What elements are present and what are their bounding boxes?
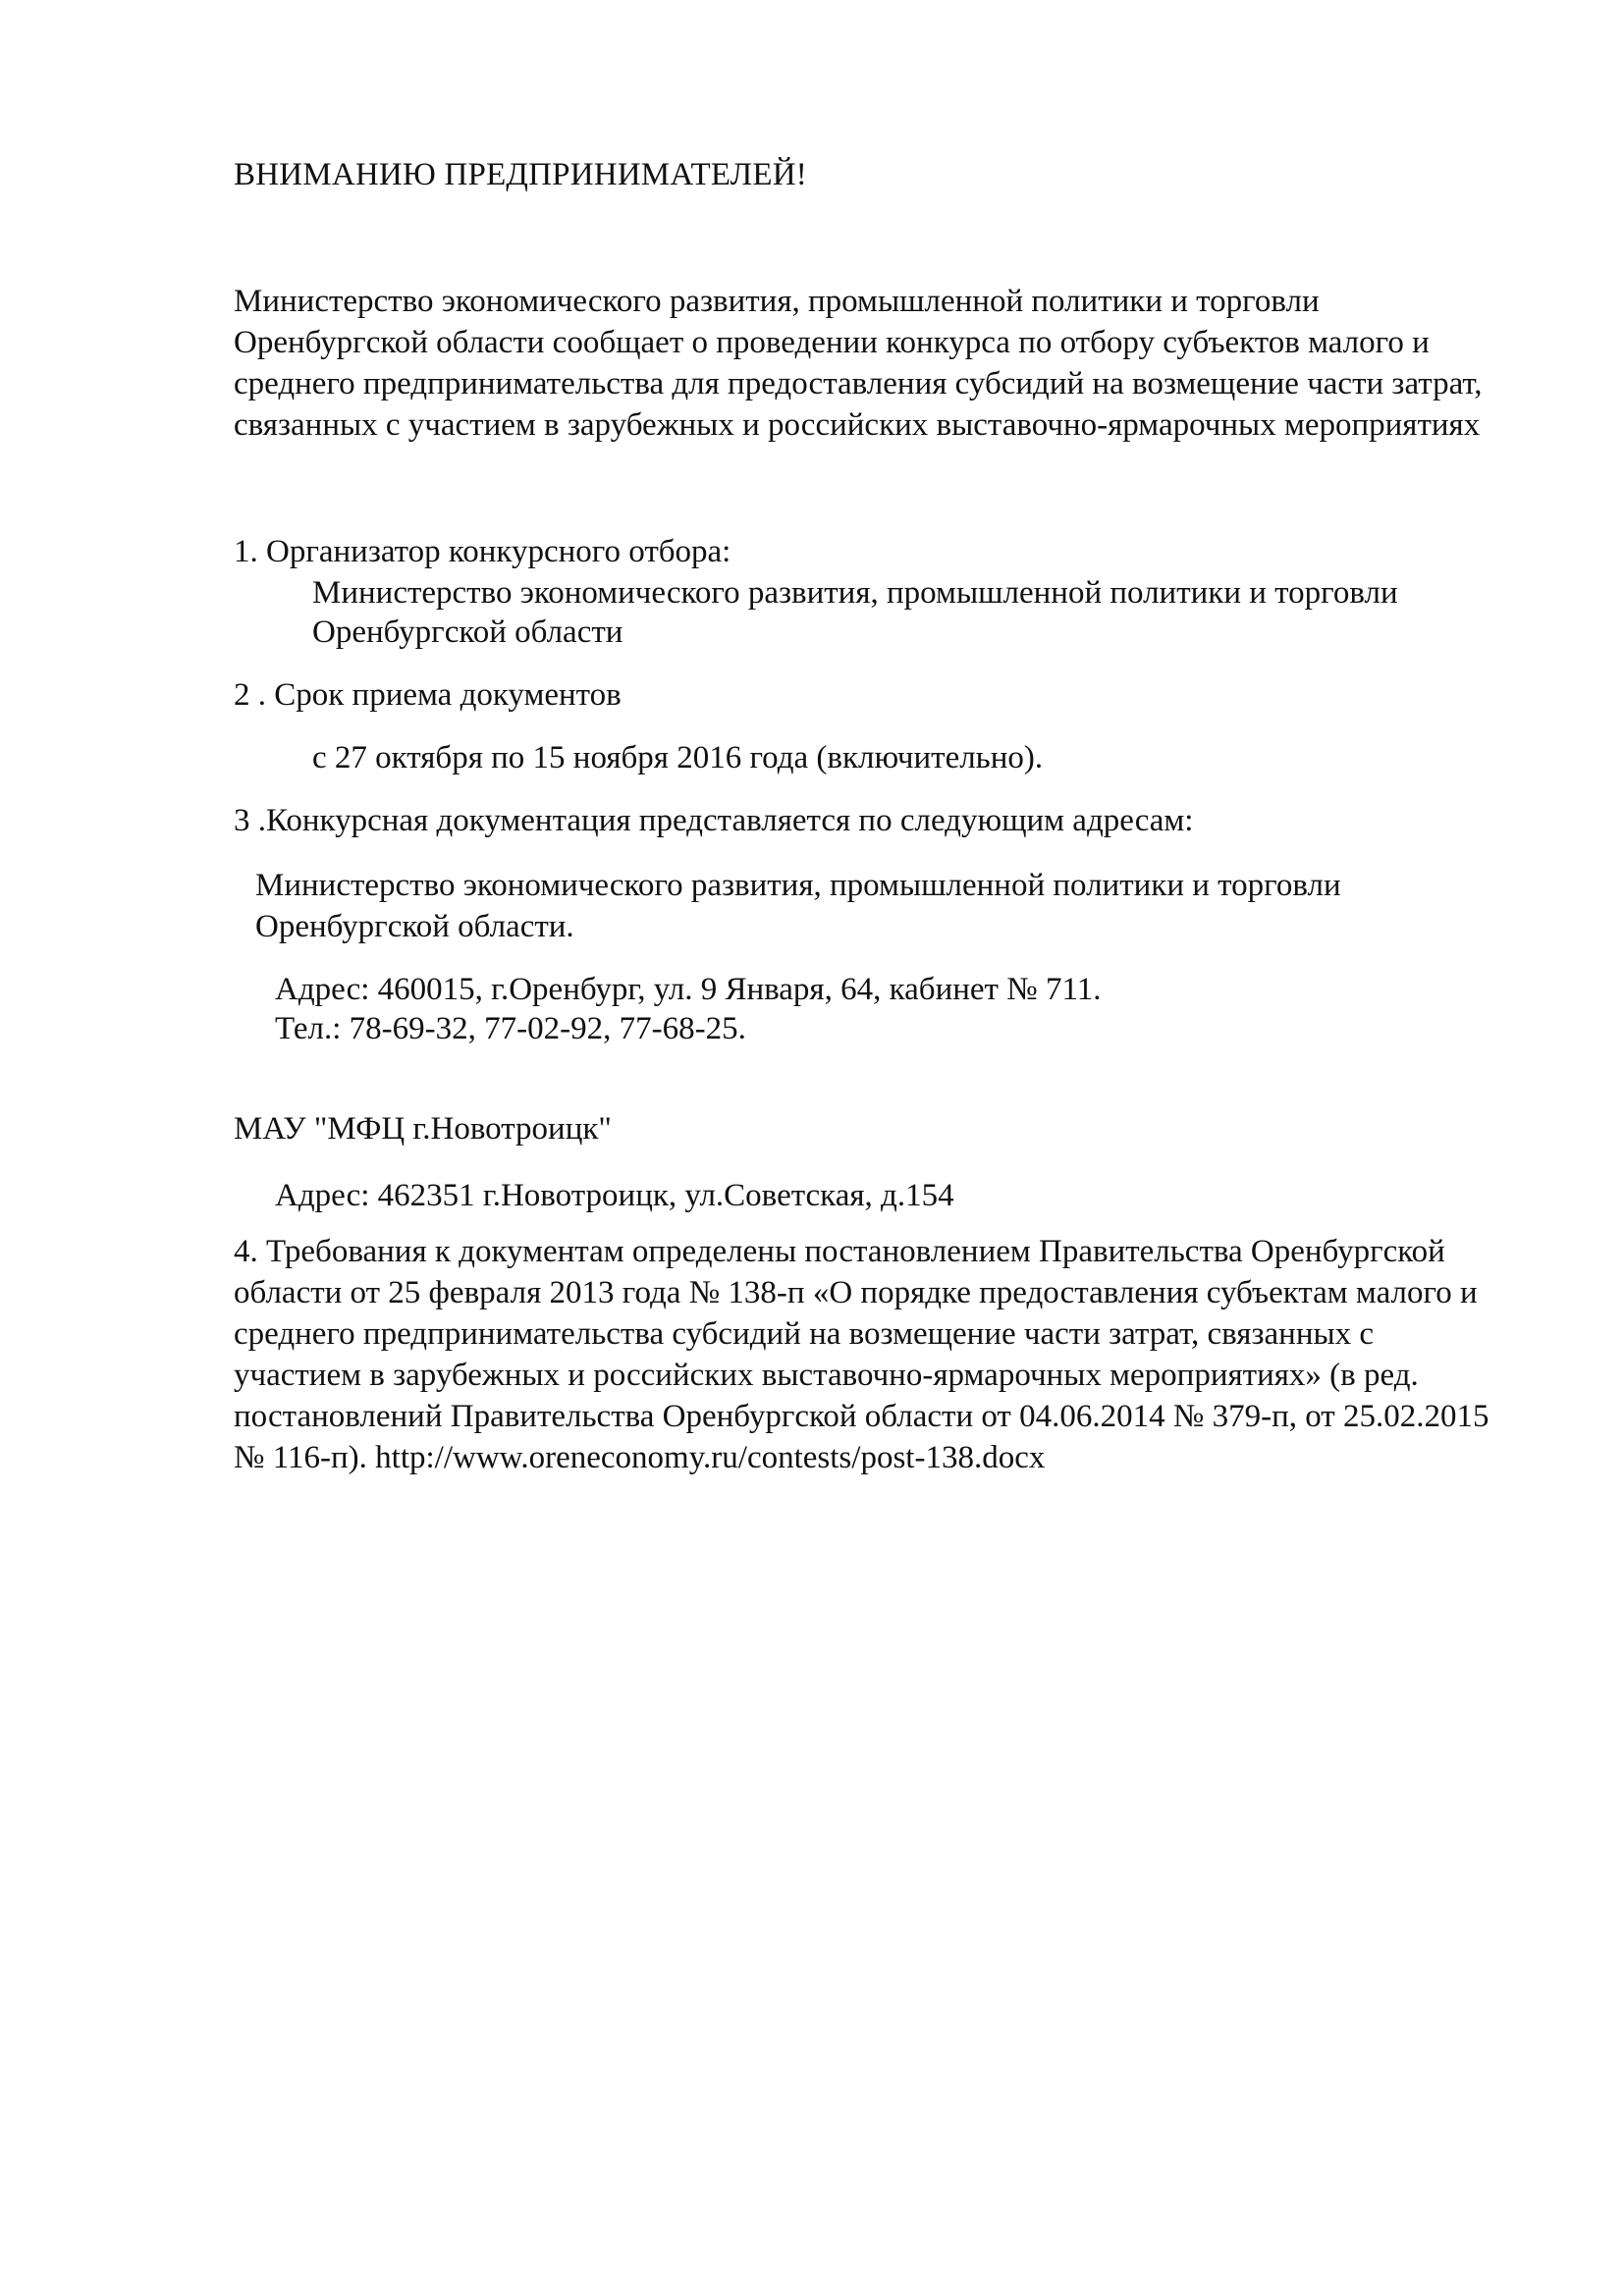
intro-line: Оренбургской области сообщает о проведении конкурса по отбору субъектов малого и bbox=[234, 325, 1430, 360]
item3-org-line: Министерство экономического развития, промышленной политики и торговли bbox=[255, 868, 1341, 903]
item4-last-line bbox=[234, 1437, 1569, 1478]
intro-line: среднего предпринимательства для предоставления субсидий на возмещение части затрат, bbox=[234, 366, 1483, 401]
item4-line-prefix: № 116-п). bbox=[234, 1440, 376, 1475]
document-link[interactable]: http://www.oreneconomy.ru/contests/post-138.docx bbox=[375, 1440, 1046, 1475]
page-title: ВНИМАНИЮ ПРЕДПРИНИМАТЕЛЕЙ! bbox=[234, 157, 807, 192]
intro-line: Министерство экономического развития, промышленной политики и торговли bbox=[234, 284, 1320, 319]
item4-paragraph bbox=[234, 1231, 1569, 1478]
item1-label: 1. Организатор конкурсного отбора: bbox=[234, 534, 731, 569]
mfc-address: Адрес: 462351 г.Новотроицк, ул.Советская, д.154 bbox=[275, 1178, 954, 1213]
item3-org-line: Оренбургской области. bbox=[255, 909, 574, 944]
item4-line: среднего предпринимательства субсидий на возмещение части затрат, связанных с bbox=[234, 1316, 1375, 1352]
intro-line: связанных с участием в зарубежных и российских выставочно-ярмарочных мероприятиях bbox=[234, 407, 1481, 443]
item4-line: постановлений Правительства Оренбургской области от 04.06.2014 № 379-п, от 25.02.2015 bbox=[234, 1399, 1489, 1434]
item3-phones: Тел.: 78-69-32, 77-02-92, 77-68-25. bbox=[275, 1011, 746, 1046]
item3-label: 3 .Конкурсная документация представляется по следующим адресам: bbox=[234, 803, 1194, 838]
item2-label: 2 . Срок приема документов bbox=[234, 677, 622, 713]
item1-org-line: Министерство экономического развития, промышленной политики и торговли bbox=[312, 575, 1398, 611]
item4-line: участием в зарубежных и российских выставочно-ярмарочных мероприятиях» (в ред. bbox=[234, 1358, 1419, 1393]
item2-dates: с 27 октября по 15 ноября 2016 года (включительно). bbox=[312, 740, 1044, 775]
intro-paragraph bbox=[234, 281, 1549, 446]
mfc-name: МАУ "МФЦ г.Новотроицк" bbox=[234, 1111, 612, 1147]
item1-org-line: Оренбургской области bbox=[312, 614, 623, 650]
item4-line: 4. Требования к документам определены постановлением Правительства Оренбургской bbox=[234, 1234, 1445, 1269]
item4-line: области от 25 февраля 2013 года № 138-п «О порядке предоставления субъектам малого и bbox=[234, 1275, 1478, 1310]
item3-address: Адрес: 460015, г.Оренбург, ул. 9 Января, 64, кабинет № 711. bbox=[275, 972, 1102, 1007]
